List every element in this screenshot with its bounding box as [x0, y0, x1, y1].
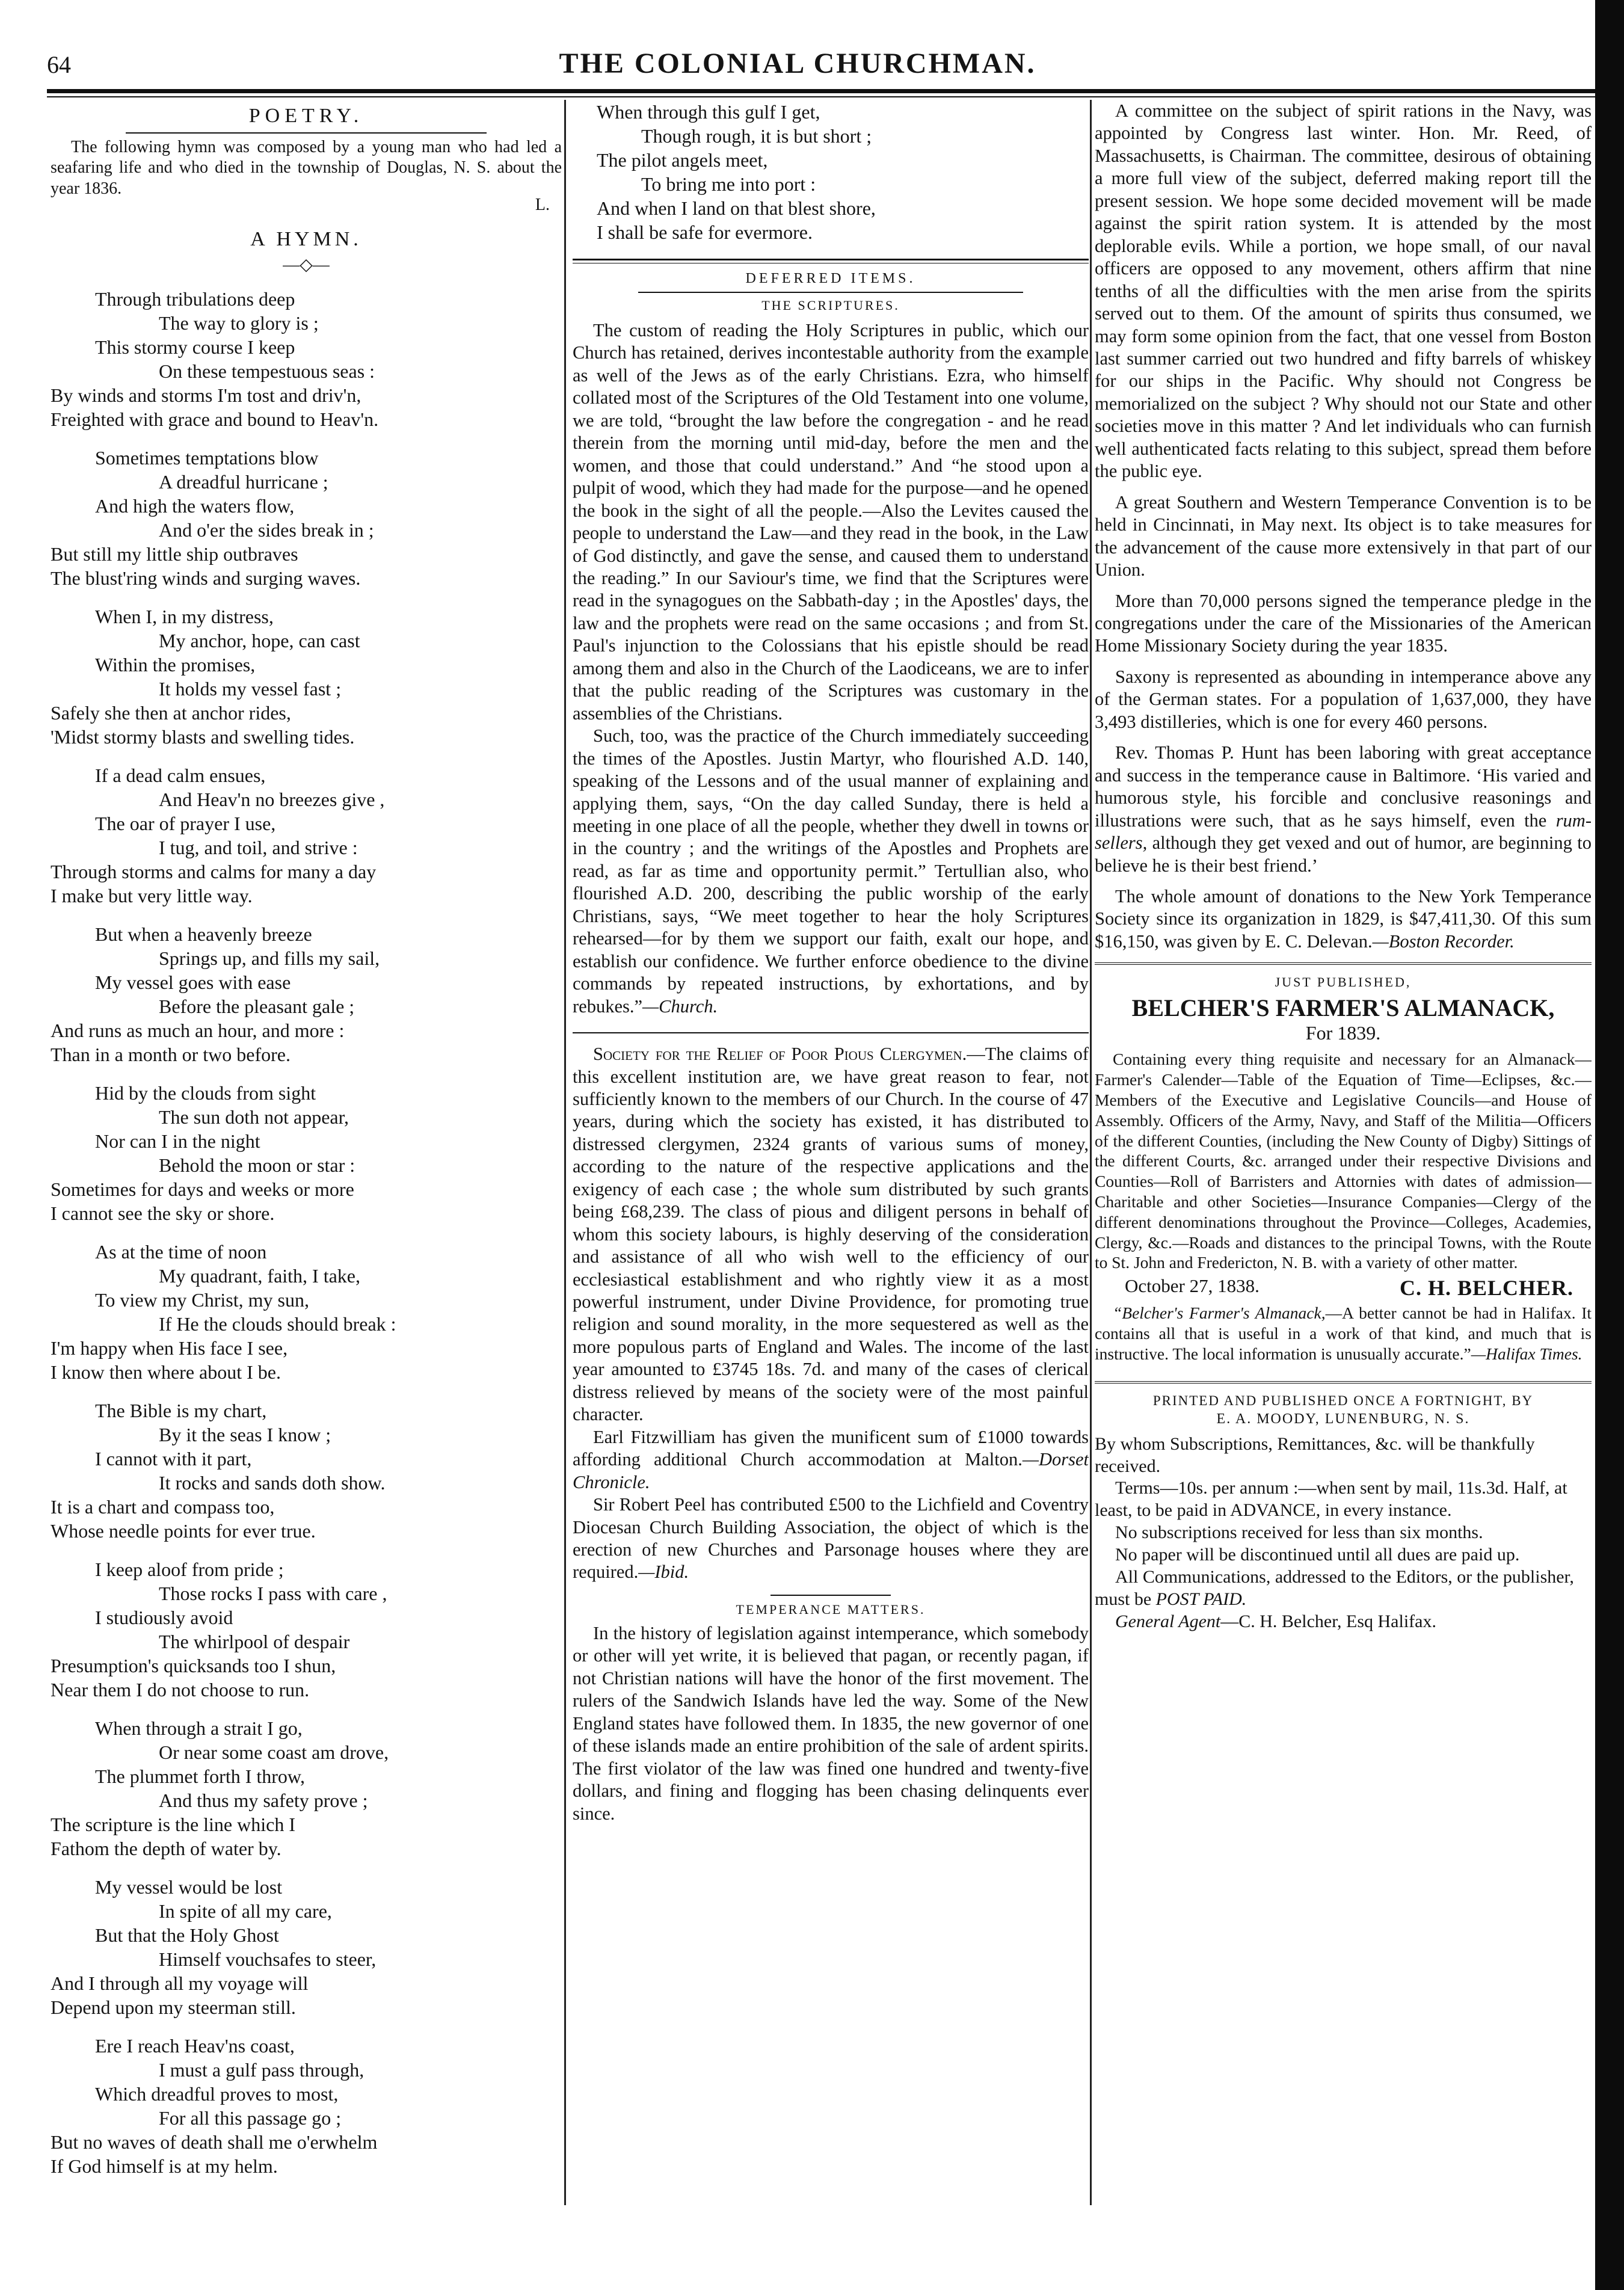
hymn-line: By winds and storms I'm tost and driv'n,: [51, 384, 361, 407]
masthead-rule: [47, 89, 1595, 93]
ad-quote: [1095, 1303, 1592, 1364]
temperance-title: TEMPERANCE MATTERS.: [736, 1601, 926, 1617]
hunt-text-italic: rum-sellers,: [1095, 810, 1592, 854]
hymn-line: Himself vouchsafes to steer,: [159, 1948, 377, 1971]
masthead-title: THE COLONIAL CHURCHMAN.: [559, 48, 1036, 79]
society-text: —The claims of this excellent institution are, we have great reason to fear, not sufficiently known to the members of our Church. In the course of 47 years, during which the society has existed, it has distributed to distressed clergymen, 2324 grants of various sums of money, according to the nature of the respective applications and the exigency of each case ; the whole sum distributed by such grants being £68,239. The class of pious and diligent persons in behalf of whom this society labours, is highly deserving of the consideration and assistance of all who wish well to the efficiency of our ecclesiastical establishment and who rightly view it as a most powerful instrument, under Divine Providence, for promoting true religion and sound morality, in the more sequestered as well as the more populous parts of England and Wales. The income of the last year amounted to £3745 18s. 7d. and many of the cases of clerical distress relieved by means of the society were of the most painful character.: [573, 1044, 1089, 1425]
hymn-line: I know then where about I be.: [51, 1361, 281, 1384]
peel-source: —Ibid.: [638, 1562, 689, 1583]
peel-para: [573, 1494, 1089, 1584]
temperance-para-1: In the history of legislation against intemperance, which somebody or other will yet write, it is believed that pagan, or recently pagan, if not Christian nations will have the honor of the first movement. The rulers of the Sandwich Islands have led the way. Some of the New England states have followed them. In 1835, the new governor of one of these islands made an entire prohibition of the sale of ardent spirits. The first violator of the law was fined one hundred and twenty-five dollars, and fining and flogging has been chasing delinquents ever since.: [573, 1622, 1089, 1824]
hymn-line: Before the pleasant gale ;: [159, 996, 355, 1018]
hymn-line: Which dreadful proves to most,: [95, 2083, 339, 2105]
poetry-signature: L.: [535, 195, 550, 215]
hymn-line: I tug, and toil, and strive :: [159, 837, 358, 859]
column-temperance: [1089, 100, 1592, 2265]
hymn-line: And Heav'n no breezes give ,: [159, 789, 385, 811]
hymn-line: The pilot angels meet,: [597, 149, 768, 171]
hymn-line: The sun doth not appear,: [159, 1106, 349, 1128]
hymn-line: It holds my vessel fast ;: [159, 678, 342, 700]
hymn-stanza: [51, 1875, 562, 2019]
hunt-text-a: Rev. Thomas P. Hunt has been laboring with great acceptance and success in the temperance cause in Baltimore. ‘His varied and humorous style, his forcible and conclusive reasonings and illustrations were such, that as he says himself, even the: [1095, 742, 1592, 831]
imprint-agent: [1095, 1611, 1592, 1633]
hymn-stanza: [51, 1399, 562, 1543]
hymn-line: A dreadful hurricane ;: [159, 471, 328, 493]
fitzwilliam-para: [573, 1426, 1089, 1494]
convention-para: A great Southern and Western Temperance Convention is to be held in Cincinnati, in May next. Its object is to take measures for the advancement of the cause more extensively in that part of our Union.: [1095, 491, 1592, 580]
ad-quote-title: “Belcher's Farmer's Almanack,: [1113, 1304, 1326, 1323]
hymn-line: Ere I reach Heav'ns coast,: [95, 2035, 295, 2057]
hymn-stanza: [51, 1716, 562, 1861]
scriptures-para-2-text: Such, too, was the practice of the Church immediately succeeding the times of the Apostles. Justin Martyr, who flourished A.D. 140, speaking of the Lessons and of the usual manner of explaining and applying them, says, “On the day called Sunday, there is held a meeting in one place of all the people, whether they dwell in towns or in the country ; and the writings of the Apostles and Prophets are read, as far as time and opportunity permit.” Tertullian also, who flourished A.D. 200, describing the public worship of the early Christians, says, “We meet together to hear the holy Scriptures rehearsed—for by them we support our faith, exalt our hope, and establish our confidence. We further enforce obedience to the divine commands by repeated instructions, by exhortations, and by rebukes.”: [573, 725, 1089, 1017]
hymn-line: Within the promises,: [95, 654, 256, 676]
title-flourish-icon: —◇—: [283, 256, 330, 275]
hymn-line: Springs up, and fills my sail,: [159, 947, 380, 970]
hymn-line: But that the Holy Ghost: [95, 1924, 279, 1947]
deferred-rule: [638, 292, 1023, 293]
hymn-line: Whose needle points for ever true.: [51, 1520, 316, 1542]
hymn-stanza: [51, 1557, 562, 1702]
hymn-line: Than in a month or two before.: [51, 1044, 291, 1066]
hymn-line: I cannot see the sky or shore.: [51, 1202, 275, 1225]
hymn-line: When through this gulf I get,: [597, 101, 820, 123]
ad-quote-source: —Halifax Times.: [1471, 1344, 1582, 1363]
hymn-line: Freighted with grace and bound to Heav'n.: [51, 408, 379, 431]
imprint-post-paid: POST PAID.: [1155, 1589, 1247, 1609]
hymn-line: But when a heavenly breeze: [95, 923, 312, 946]
hymn-line: I keep aloof from pride ;: [95, 1559, 284, 1581]
hymn-line: When I, in my distress,: [95, 606, 274, 628]
ad-rule: [1095, 962, 1592, 965]
ad-body: Containing every thing requisite and necessary for an Almanack—Farmer's Calender—Table of the Equation of Time—Eclipses, &c.—Members of the Executive and Legislative Councils—and House of Assembly. Officers of the Army, Navy, and Staff of the Militia—Officers of the different Counties, (including the New County of Digby) Sittings of the different Courts, &c. arranged under their respective Divisions and Counties—Roll of Barristers and Attornies with dates of admission—Charitable and other Societies—Insurance Companies—Clergy of the different denominations throughout the Province—Colleges, Academies, Clergy, &c.—Roads and distances to the principal Towns, with the Route to St. John and Fredericton, N. B. with a variety of other matter.: [1095, 1050, 1592, 1272]
hymn-line: For all this passage go ;: [159, 2107, 342, 2129]
ad-quote-text: —A better cannot be had in Halifax. It contains all that is useful in a work of that kind, and much that is instructive. The local information is unusually accurate.”: [1095, 1304, 1592, 1363]
hymn-line: And thus my safety prove ;: [159, 1790, 368, 1812]
hymn-line: The way to glory is ;: [159, 312, 319, 334]
hymn-line: The oar of prayer I use,: [95, 813, 276, 835]
hymn-line: My anchor, hope, can cast: [159, 630, 360, 652]
ad-title: BELCHER'S FARMER'S ALMANACK,: [1131, 994, 1555, 1022]
hymn-title: A HYMN.: [250, 228, 362, 251]
section-rule: [573, 259, 1089, 263]
hymn-stanza: [51, 1081, 562, 1225]
hymn-stanza: [51, 2034, 562, 2178]
ny-source: —Boston Recorder.: [1372, 931, 1515, 952]
hymn-line: 'Midst stormy blasts and swelling tides.: [51, 726, 355, 748]
hymn-line: And o'er the sides break in ;: [159, 519, 374, 541]
imprint-subscriptions: By whom Subscriptions, Remittances, &c. will be thankfully received.: [1095, 1433, 1535, 1476]
scriptures-source: —Church.: [642, 996, 718, 1017]
column-rule-1: [564, 100, 566, 2205]
scriptures-para-2: [573, 725, 1089, 1018]
article-rule: [573, 1032, 1089, 1033]
ad-just-published: JUST PUBLISHED,: [1275, 974, 1412, 990]
hymn-line: Behold the moon or star :: [159, 1154, 355, 1177]
hymn-line: If a dead calm ensues,: [95, 765, 266, 787]
poetry-rule: [126, 132, 487, 134]
hymn-line: Through tribulations deep: [95, 288, 295, 310]
society-heading: Society for the Relief of Poor Pious Clergymen.: [593, 1044, 967, 1065]
imprint-minimum: No subscriptions received for less than six months.: [1115, 1522, 1483, 1543]
hymn-line: My vessel would be lost: [95, 1876, 283, 1898]
hymn-line: It rocks and sands doth show.: [159, 1472, 386, 1494]
hymn-line: I must a gulf pass through,: [159, 2059, 364, 2081]
hymn-line: Depend upon my steerman still.: [51, 1996, 296, 2019]
hymn-line: Fathom the depth of water by.: [51, 1838, 281, 1860]
fitzwilliam-source: —Dorset Chronicle.: [573, 1449, 1089, 1492]
hymn-line: If He the clouds should break :: [159, 1313, 396, 1335]
hymn-line: I shall be safe for evermore.: [597, 221, 813, 243]
hymn-line: My quadrant, faith, I take,: [159, 1265, 360, 1287]
peel-text: Sir Robert Peel has contributed £500 to the Lichfield and Coventry Diocesan Church Building Association, the object of which is the erection of new Churches and Parsonage houses where they are required.: [573, 1494, 1089, 1583]
hymn-line: Safely she then at anchor rides,: [51, 702, 291, 724]
hymn-line: But still my little ship outbraves: [51, 543, 298, 565]
hymn-line: The blust'ring winds and surging waves.: [51, 567, 361, 589]
poetry-heading: POETRY.: [248, 105, 364, 127]
hymn-line: The Bible is my chart,: [95, 1400, 267, 1422]
temperance-rule: [770, 1595, 891, 1596]
hymn-line: I cannot with it part,: [95, 1448, 252, 1470]
hymn-line: Presumption's quicksands too I shun,: [51, 1655, 336, 1677]
saxony-para: Saxony is represented as abounding in intemperance above any of the German states. For a population of 1,637,000, they have 3,493 distilleries, which is one for every 460 persons.: [1095, 666, 1592, 732]
imprint-agent-label: General Agent: [1115, 1611, 1221, 1631]
imprint-line-2: E. A. MOODY, LUNENBURG, N. S.: [1216, 1411, 1470, 1427]
ny-text: The whole amount of donations to the New York Temperance Society since its organization in 1829, is $47,411,30. Of this sum $16,150, was given by E. C. Delevan.: [1095, 885, 1592, 952]
hymn-stanzas: [51, 287, 562, 2178]
hunt-para: [1095, 742, 1592, 877]
hymn-stanza: [51, 1240, 562, 1384]
hymn-line: Sometimes temptations blow: [95, 447, 319, 469]
hymn-line: To bring me into port :: [641, 173, 816, 195]
hymn-line: Or near some coast am drove,: [159, 1741, 389, 1764]
hymn-line: I studiously avoid: [95, 1607, 233, 1629]
imprint-communications-text: All Communications, addressed to the Editors, or the publisher, must be: [1095, 1567, 1574, 1609]
imprint-discontinue: No paper will be discontinued until all dues are paid up.: [1115, 1545, 1520, 1565]
column-deferred: [573, 100, 1089, 2265]
imprint-rule: [1095, 1381, 1592, 1384]
hymn-stanza: [51, 446, 562, 590]
hymn-line: By it the seas I know ;: [159, 1424, 331, 1446]
imprint-communications: [1095, 1566, 1592, 1611]
navy-para: A committee on the subject of spirit rations in the Navy, was appointed by Congress last winter. Hon. Mr. Reed, of Massachusetts, is Chairman. The committee, desirous of obtaining a more full view of the subject, deferred making report till the present session. We hope some decided movement will be made against the spirit ration system. It is attended by the most deplorable evils. While a portion, we hope small, of our naval officers are opposed to any movement, others affirm that nine tenths of all the difficulties with the men arise from the spirits served out to them. Of the amount of spirits thus consumed, we may form some opinion from the fact, that one vessel from Boston last summer carried out two hundred and fifty barrels of whiskey for our ships in the Pacific. Why should not Congress be memorialized on the subject ? Why should not our State and other societies move in this matter ? And let individuals who can furnish well authenticated facts relating to this subject, spread them before the public eye.: [1095, 100, 1592, 482]
hymn-line: On these tempestuous seas :: [159, 360, 375, 383]
hymn-stanza: [51, 763, 562, 908]
hymn-line: Those rocks I pass with care ,: [159, 1583, 387, 1605]
hymn-line: It is a chart and compass too,: [51, 1496, 275, 1518]
hymn-stanza: [51, 922, 562, 1067]
ad-dateline: [1095, 1275, 1592, 1300]
hymn-line: But no waves of death shall me o'erwhelm: [51, 2131, 378, 2153]
hymn-line: Through storms and calms for many a day: [51, 861, 377, 883]
hymn-final-stanza: [573, 100, 1089, 244]
hymn-line: I make but very little way.: [51, 885, 253, 907]
hymn-line: If God himself is at my helm.: [51, 2155, 278, 2178]
hymn-line: This stormy course I keep: [95, 336, 295, 359]
society-para: [573, 1043, 1089, 1426]
ad-year: For 1839.: [1305, 1022, 1381, 1044]
scriptures-title: THE SCRIPTURES.: [761, 298, 900, 313]
hymn-line: When through a strait I go,: [95, 1717, 303, 1740]
masthead-rule-thin: [47, 96, 1595, 97]
column-poetry: [51, 100, 562, 2265]
hymn-line: Hid by the clouds from sight: [95, 1082, 316, 1104]
hymn-line: I'm happy when His face I see,: [51, 1337, 288, 1359]
hymn-line: To view my Christ, my sun,: [95, 1289, 309, 1311]
hymn-line: And I through all my voyage will: [51, 1972, 309, 1995]
hymn-line: As at the time of noon: [95, 1241, 267, 1263]
pledge-para: More than 70,000 persons signed the temperance pledge in the congregations under the care of the Missionaries of the American Home Missionary Society during the year 1835.: [1095, 590, 1592, 656]
imprint-line-1: PRINTED AND PUBLISHED ONCE A FORTNIGHT, BY: [1152, 1393, 1534, 1408]
hunt-text-b: although they get vexed and out of humor, are beginning to believe he is their best friend.’: [1095, 833, 1592, 876]
fitzwilliam-text: Earl Fitzwilliam has given the munificent sum of £1000 towards affording additional Church accommodation at Malton.: [573, 1426, 1089, 1470]
hymn-line: Sometimes for days and weeks or more: [51, 1178, 354, 1201]
hymn-line: The scripture is the line which I: [51, 1814, 295, 1836]
hymn-line: The plummet forth I throw,: [95, 1765, 305, 1788]
imprint-terms: Terms—10s. per annum :—when sent by mail, 11s.3d. Half, at least, to be paid in ADVANCE, in every instance.: [1095, 1478, 1567, 1521]
hymn-line: The whirlpool of despair: [159, 1631, 350, 1653]
hymn-line: And when I land on that blest shore,: [597, 197, 876, 219]
hymn-line: Near them I do not choose to run.: [51, 1679, 310, 1701]
hymn-stanza: [51, 287, 562, 431]
scriptures-para-1: The custom of reading the Holy Scriptures in public, which our Church has retained, derives incontestable authority from the example as well of the Jews as of the early Christians. Ezra, who himself collated most of the Scriptures of the Old Testament into one volume, we are told, “brought the law before the congregation - and he read therein from the morning until mid-day, before the men and the women, and those that could understand.” And “he stood upon a pulpit of wood, which they had made for the purpose—and he opened the book in the sight of all the people.—Also the Levites caused the people to understand the Law—and they read in the book, in the Law of God distinctly, and gave the sense, and caused them to understand the reading.” In our Saviour's time, we find that the Scriptures were read in the synagogues on the Sabbath-day ; in the Apostles' days, the law and the prophets were read on the same occasions ; and from St. Paul's injunction to the Colossians that his epistle should be read among them and also in the Church of the Laodiceans, we are to infer that the public reading of the Scriptures was customary in the assemblies of the Christians.: [573, 320, 1089, 724]
hymn-line: In spite of all my care,: [159, 1900, 332, 1922]
hymn-line: And runs as much an hour, and more :: [51, 1020, 345, 1042]
page-number: 64: [47, 51, 71, 78]
scan-edge-shadow: [1595, 0, 1624, 2290]
hymn-stanza: [51, 605, 562, 749]
deferred-heading: DEFERRED ITEMS.: [745, 271, 916, 286]
hymn-line: And high the waters flow,: [95, 495, 295, 517]
imprint-agent-name: —C. H. Belcher, Esq Halifax.: [1220, 1611, 1436, 1631]
ad-date: October 27, 1838.: [1125, 1275, 1260, 1297]
hymn-line: Nor can I in the night: [95, 1130, 260, 1153]
ny-para: [1095, 885, 1592, 953]
poetry-intro: The following hymn was composed by a young man who had led a seafaring life and who died in the township of Douglas, N. S. about the year 1836.: [51, 138, 562, 198]
hymn-line: Though rough, it is but short ;: [641, 125, 872, 147]
ad-name: C. H. BELCHER.: [1399, 1276, 1573, 1300]
hymn-line: My vessel goes with ease: [95, 971, 291, 994]
